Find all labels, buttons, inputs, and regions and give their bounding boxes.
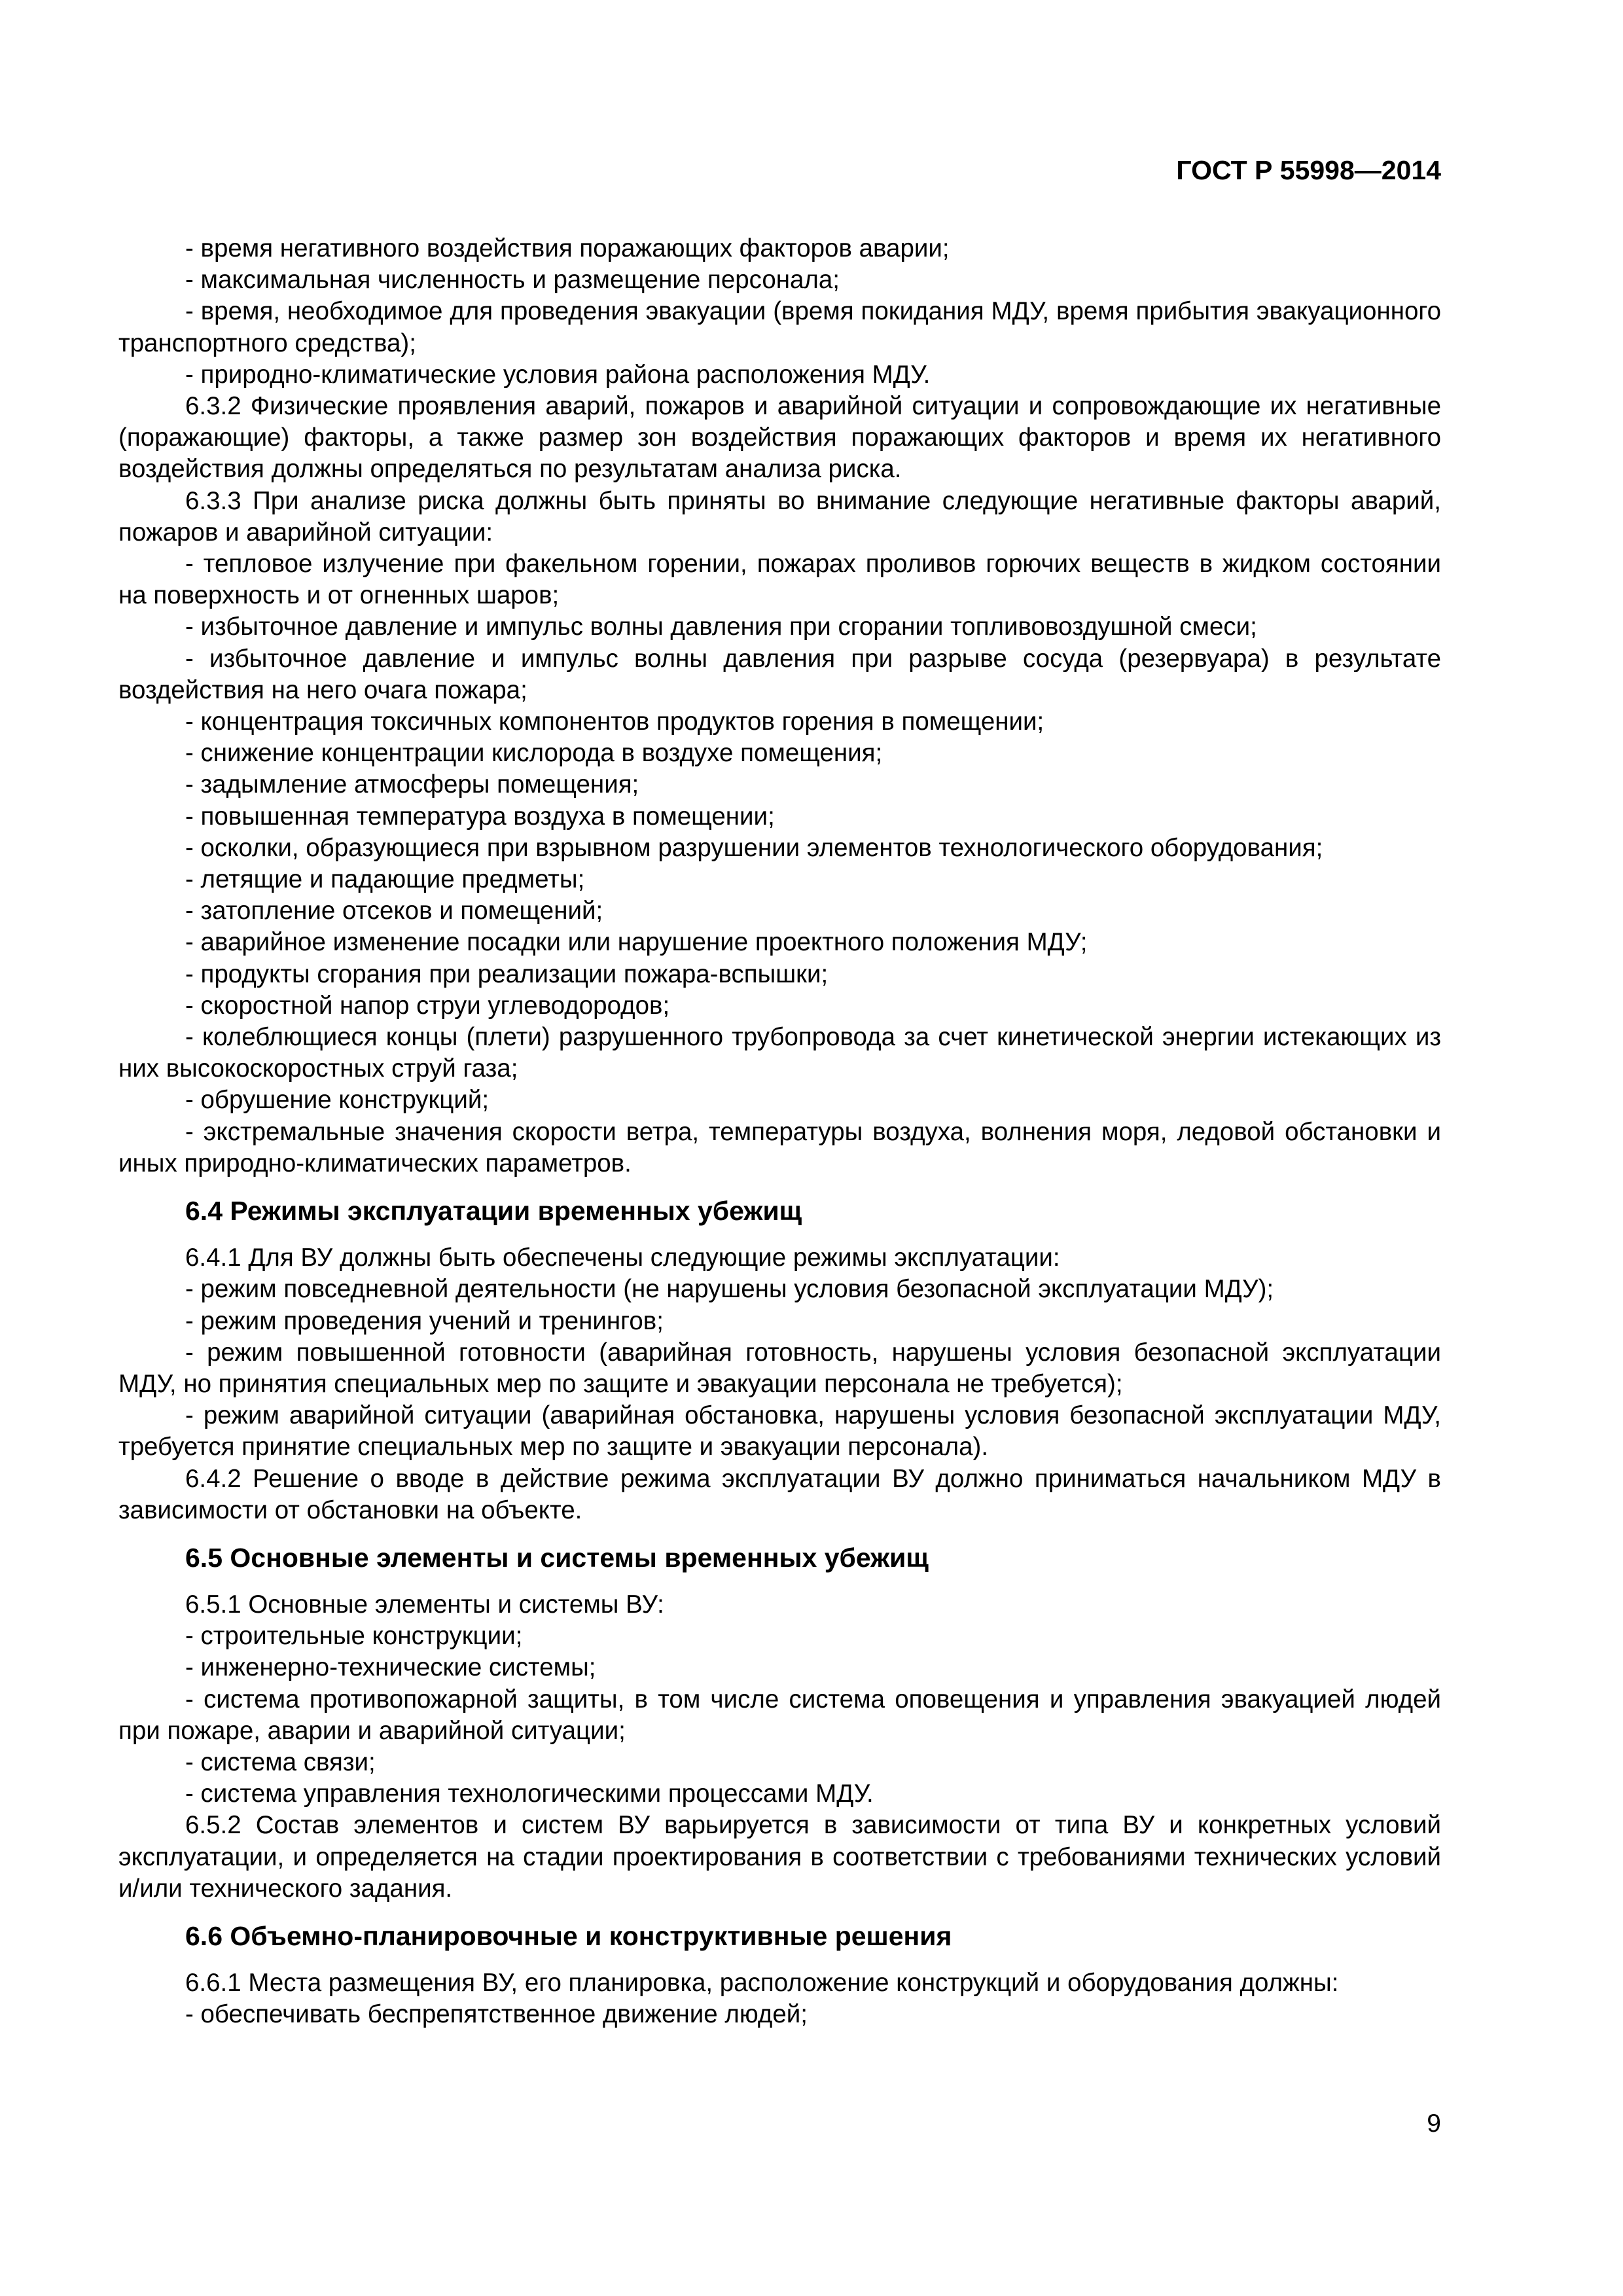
list-item: - продукты сгорания при реализации пожара-вспышки; — [185, 960, 829, 988]
paragraph-6-5-1: 6.5.1 Основные элементы и системы ВУ: — [185, 1590, 664, 1619]
list-item: - концентрация токсичных компонентов продуктов горения в помещении; — [185, 708, 1044, 736]
list-item: - экстремальные значения скорости ветра, температуры воздуха, волнения моря, ледовой обстановки и иных природно-климатических параметров. — [118, 1117, 1441, 1177]
list-item: - максимальная численность и размещение персонала; — [185, 266, 840, 295]
list-item: - избыточное давление и импульс волны давления при сгорании топливовоздушной смеси; — [185, 613, 1257, 641]
list-item: - режим повышенной готовности (аварийная готовность, нарушены условия безопасной эксплуатации МДУ, но принятия специальных мер по защите и эвакуации персонала не требуется); — [118, 1338, 1441, 1398]
section-heading-6-6: 6.6 Объемно-планировочные и конструктивные решения — [185, 1920, 952, 1951]
paragraph-6-3-2: 6.3.2 Физические проявления аварий, пожаров и аварийной ситуации и сопровождающие их негативные (поражающие) факторы, а также размер зон воздействия поражающих факторов и время их негативного воздействия должны определяться по результатам анализа риска. — [118, 392, 1441, 484]
list-item: - осколки, образующиеся при взрывном разрушении элементов технологического оборудования; — [185, 833, 1323, 862]
paragraph-6-6-1: 6.6.1 Места размещения ВУ, его планировка, расположение конструкций и оборудования должны: — [185, 1968, 1339, 1997]
list-item: - скоростной напор струи углеводородов; — [185, 991, 670, 1020]
list-item: - строительные конструкции; — [185, 1622, 523, 1651]
list-item: - повышенная температура воздуха в помещении; — [185, 802, 775, 831]
list-item: - тепловое излучение при факельном горении, пожарах проливов горючих веществ в жидком состоянии на поверхность и от огненных шаров; — [118, 550, 1441, 610]
document-body — [118, 233, 1441, 2030]
list-item: - избыточное давление и импульс волны давления при разрыве сосуда (резервуара) в результате воздействия на него очага пожара; — [118, 644, 1441, 704]
list-item: - система противопожарной защиты, в том числе система оповещения и управления эвакуацией людей при пожаре, аварии и аварийной ситуации; — [118, 1685, 1441, 1745]
document-header: ГОСТ Р 55998—2014 — [1176, 155, 1441, 185]
list-item: - аварийное изменение посадки или нарушение проектного положения МДУ; — [185, 928, 1088, 957]
list-item: - режим аварийной ситуации (аварийная обстановка, нарушены условия безопасной эксплуатации МДУ, требуется принятие специальных мер по защите и эвакуации персонала). — [118, 1401, 1441, 1462]
list-item: - режим проведения учений и тренингов; — [185, 1306, 664, 1335]
list-item: - природно-климатические условия района расположения МДУ. — [185, 360, 931, 389]
paragraph-6-3-3: 6.3.3 При анализе риска должны быть приняты во внимание следующие негативные факторы аварий, пожаров и аварийной ситуации: — [118, 486, 1441, 547]
section-heading-6-4: 6.4 Режимы эксплуатации временных убежищ — [185, 1196, 802, 1227]
list-item: - инженерно-технические системы; — [185, 1653, 596, 1682]
list-item: - время негативного воздействия поражающих факторов аварии; — [185, 234, 950, 262]
list-item: - задымление атмосферы помещения; — [185, 770, 639, 799]
page-number: 9 — [1427, 2109, 1441, 2138]
list-item: - система управления технологическими процессами МДУ. — [185, 1780, 874, 1808]
paragraph-6-4-2: 6.4.2 Решение о вводе в действие режима эксплуатации ВУ должно приниматься начальником МДУ в зависимости от обстановки на объекте. — [118, 1464, 1441, 1524]
section-heading-6-5: 6.5 Основные элементы и системы временных убежищ — [185, 1542, 929, 1573]
list-item: - время, необходимое для проведения эвакуации (время покидания МДУ, время прибытия эвакуационного транспортного средства); — [118, 297, 1441, 357]
list-item: - обеспечивать беспрепятственное движение людей; — [185, 2000, 808, 2029]
list-item: - система связи; — [185, 1748, 376, 1776]
list-item: - летящие и падающие предметы; — [185, 865, 585, 894]
paragraph-6-4-1: 6.4.1 Для ВУ должны быть обеспечены следующие режимы эксплуатации: — [185, 1244, 1060, 1272]
list-item: - обрушение конструкций; — [185, 1086, 490, 1115]
list-item: - снижение концентрации кислорода в воздухе помещения; — [185, 739, 883, 768]
list-item: - режим повседневной деятельности (не нарушены условия безопасной эксплуатации МДУ); — [185, 1275, 1274, 1304]
paragraph-6-5-2: 6.5.2 Состав элементов и систем ВУ варьируется в зависимости от типа ВУ и конкретных условий эксплуатации, и определяется на стадии проектирования в соответствии с требованиями технических условий и/или технического задания. — [118, 1811, 1441, 1903]
list-item: - затопление отсеков и помещений; — [185, 897, 603, 925]
list-item: - колеблющиеся концы (плети) разрушенного трубопровода за счет кинетической энергии истекающих из них высокоскоростных струй газа; — [118, 1023, 1441, 1083]
